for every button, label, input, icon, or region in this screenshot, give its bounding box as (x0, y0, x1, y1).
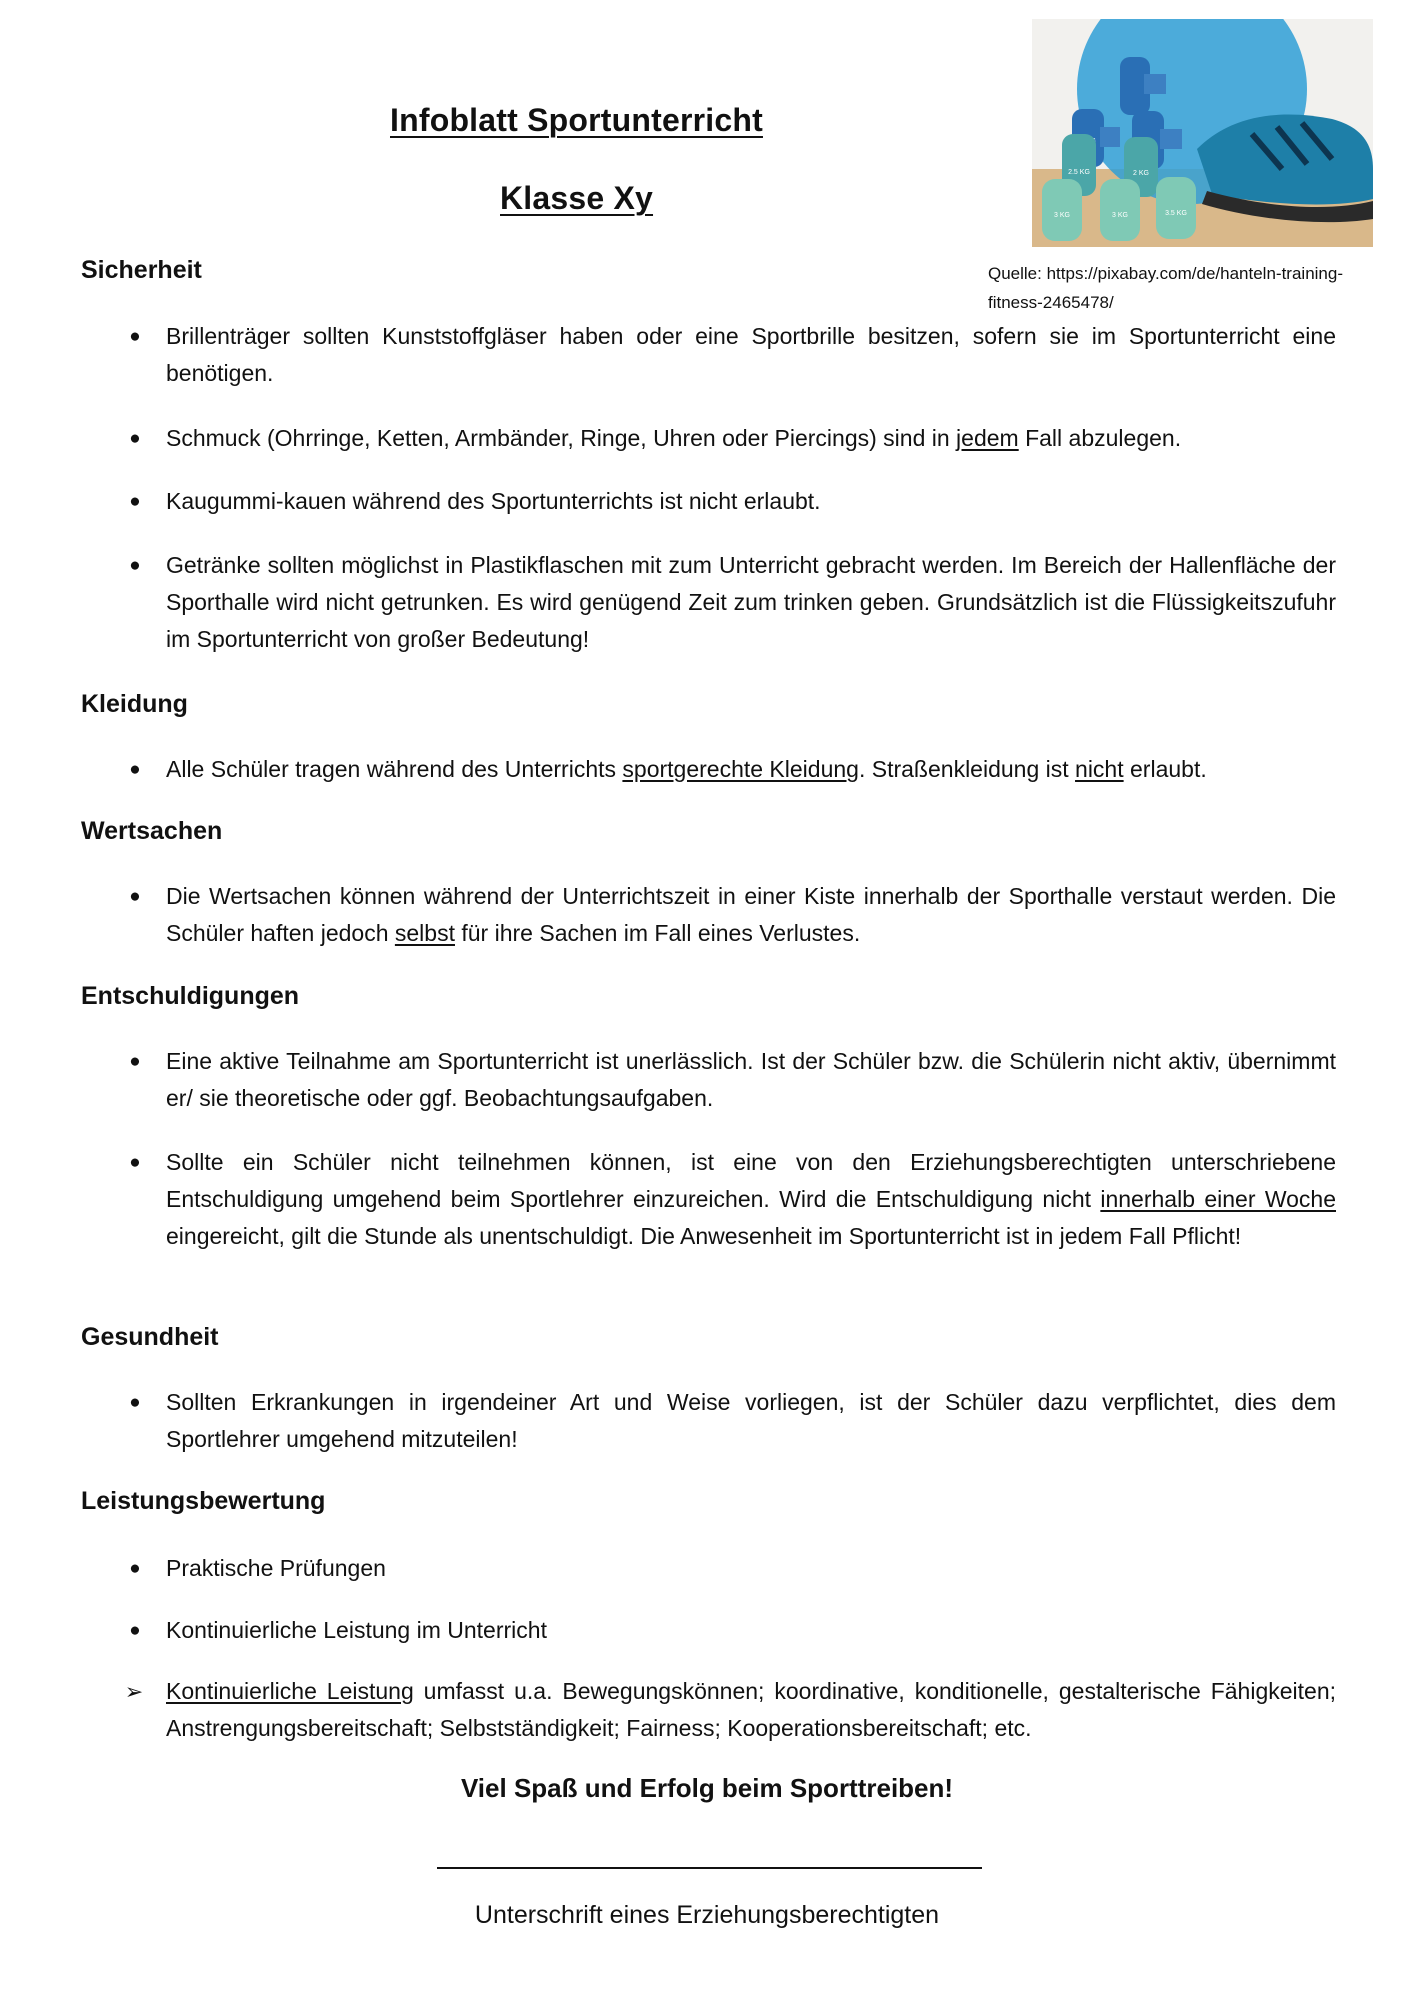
section-heading-health: Gesundheit (81, 1323, 219, 1351)
bullet-icon: ● (129, 1152, 141, 1173)
fitness-photo (1032, 19, 1373, 247)
svg-text:2 KG: 2 KG (1133, 170, 1149, 177)
arrow-bullet-icon: ➢ (124, 1679, 144, 1704)
list-item-drinks: ● Getränke sollten möglichst in Plastikflaschen mit zum Unterricht gebracht werden. Im Bereich der Hallenfläche der Sporthalle wird nicht getrunken. Es wird genügend Zeit zum trinken geben. Grundsätzlich ist die Flüssigkeitszufuhr im Sportunterricht von großer Bedeutung! (166, 547, 1336, 658)
page-subtitle: Klasse Xy (500, 180, 654, 216)
svg-text:3 KG: 3 KG (1054, 212, 1070, 219)
bullet-icon: ● (129, 759, 141, 780)
section-heading-valuables: Wertsachen (81, 817, 223, 845)
bullet-icon: ● (129, 886, 141, 907)
list-item-performance-note: ➢ Kontinuierliche Leistung umfasst u.a. Bewegungskönnen; koordinative, konditionelle, gestalterische Fähigkeiten; Anstrengungsbereitschaft; Selbstständigkeit; Fairness; Kooperationsbereitschaft; etc. (166, 1673, 1336, 1747)
section-heading-safety: Sicherheit (81, 256, 202, 284)
signature-label: Unterschrift eines Erziehungsberechtigten (474, 1901, 940, 1929)
list-item-excuse-note: ● Sollte ein Schüler nicht teilnehmen können, ist eine von den Erziehungsberechtigten unterschriebene Entschuldigung umgehend beim Sportlehrer einzureichen. Wird die Entschuldigung nicht innerhalb einer Woche eingereicht, gilt die Stunde als unentschuldigt. Die Anwesenheit im Sportunterricht ist in jedem Fall Pflicht! (166, 1144, 1336, 1255)
emphasis-underlined: innerhalb einer Woche (1100, 1186, 1336, 1212)
list-item-participation: ● Eine aktive Teilnahme am Sportunterricht ist unerlässlich. Ist der Schüler bzw. die Schülerin nicht aktiv, übernimmt er/ sie theoretische oder ggf. Beobachtungsaufgaben. (166, 1043, 1336, 1117)
section-heading-grading: Leistungsbewertung (81, 1487, 326, 1515)
svg-text:3 KG: 3 KG (1112, 212, 1128, 219)
bullet-icon: ● (129, 491, 141, 512)
list-item-valuables: ● Die Wertsachen können während der Unterrichtszeit in einer Kiste innerhalb der Sporthalle verstaut werden. Die Schüler haften jedoch selbst für ihre Sachen im Fall eines Verlustes. (166, 878, 1336, 952)
emphasis-underlined: jedem (956, 425, 1019, 451)
list-item-practical-exams: ● Praktische Prüfungen (166, 1550, 1336, 1587)
bullet-icon: ● (129, 1620, 141, 1641)
list-item-jewelry: ● Schmuck (Ohrringe, Ketten, Armbänder, Ringe, Uhren oder Piercings) sind in jedem Fall abzulegen. (166, 420, 1336, 457)
svg-text:2.5 KG: 2.5 KG (1068, 169, 1090, 176)
bullet-icon: ● (129, 428, 141, 449)
bullet-icon: ● (129, 1558, 141, 1579)
page-title: Infoblatt Sportunterricht (390, 102, 763, 138)
emphasis-underlined: Kontinuierliche Leistung (166, 1678, 414, 1704)
list-item-gum: ● Kaugummi-kauen während des Sportunterrichts ist nicht erlaubt. (166, 483, 1336, 520)
closing-message: Viel Spaß und Erfolg beim Sporttreiben! (460, 1773, 954, 1803)
emphasis-underlined: selbst (394, 920, 455, 946)
svg-text:3.5 KG: 3.5 KG (1165, 210, 1187, 217)
emphasis-underlined: nicht (1075, 756, 1124, 782)
section-heading-excuses: Entschuldigungen (81, 982, 300, 1010)
bullet-icon: ● (129, 1392, 141, 1413)
signature-line (437, 1867, 982, 1869)
list-item-health: ● Sollten Erkrankungen in irgendeiner Art und Weise vorliegen, ist der Schüler dazu verpflichtet, dies dem Sportlehrer umgehend mitzuteilen! (166, 1384, 1336, 1458)
list-item-glasses: ● Brillenträger sollten Kunststoffgläser haben oder eine Sportbrille besitzen, sofern sie im Sportunterricht eine benötigen. (166, 318, 1336, 392)
section-heading-clothing: Kleidung (81, 690, 188, 718)
bullet-icon: ● (129, 326, 141, 347)
bullet-icon: ● (129, 1051, 141, 1072)
dumbbells-and-shoe-illustration (1032, 19, 1373, 247)
bullet-icon: ● (129, 555, 141, 576)
list-item-clothing: ● Alle Schüler tragen während des Unterrichts sportgerechte Kleidung. Straßenkleidung ist nicht erlaubt. (166, 751, 1336, 788)
list-item-continuous-performance: ● Kontinuierliche Leistung im Unterricht (166, 1612, 1336, 1649)
image-source-caption: Quelle: https://pixabay.com/de/hanteln-training-fitness-2465478/ (988, 264, 1343, 312)
emphasis-underlined: sportgerechte Kleidung (622, 756, 859, 782)
